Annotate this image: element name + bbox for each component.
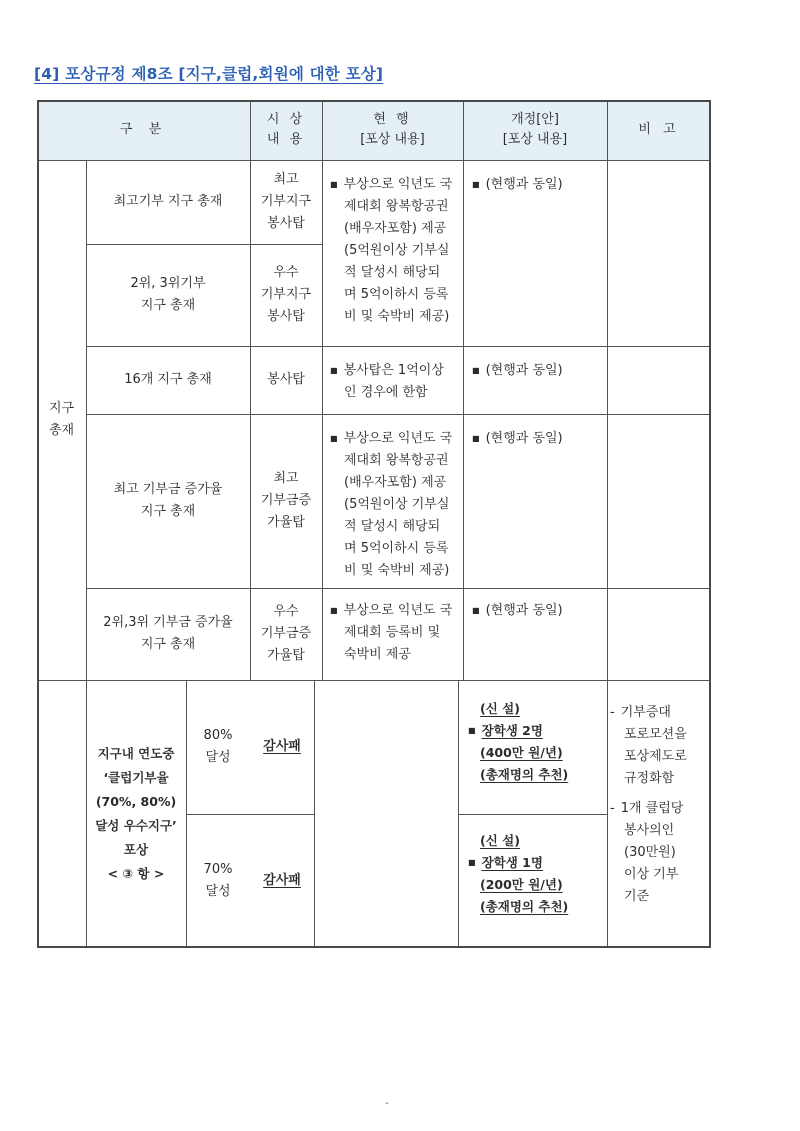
merged-current-line2: 제대회 왕복항공권 xyxy=(344,199,449,214)
row4-current-line7: 비 및 숙박비 제공) xyxy=(344,563,450,578)
tier80-revised-line3: (400만 원/년) xyxy=(480,745,563,760)
tier80-rate-line1: 80% xyxy=(203,728,233,743)
row2-category-line1: 2위, 3위기부 xyxy=(130,276,206,291)
row3-revised-text: (현행과 동일) xyxy=(485,363,563,378)
club-label-line1: 지구내 연도중 xyxy=(97,746,175,761)
row3-current-line2: 인 경우에 한함 xyxy=(344,385,428,400)
tier80-revised-line4: (총재명의 추천) xyxy=(480,767,569,782)
header-award-line1: 시 상 xyxy=(266,112,306,127)
bullet-square-icon: ■ xyxy=(472,434,480,443)
bullet-square-icon: ■ xyxy=(330,606,338,615)
row3-award: 봉사탑 xyxy=(267,372,305,387)
bullet-square-icon: ■ xyxy=(472,180,480,189)
remark2-line2: 봉사의인 xyxy=(624,823,675,838)
dash-icon: - xyxy=(610,705,615,720)
row1-award-line3: 봉사탑 xyxy=(267,216,305,231)
merged-revised-text: (현행과 동일) xyxy=(485,177,563,192)
merged-current-line1: 부상으로 익년도 국 xyxy=(343,177,453,192)
club-label-line6: < ③ 항 > xyxy=(107,866,165,881)
bullet-square-icon: ■ xyxy=(472,606,480,615)
bullet-square-icon: ■ xyxy=(330,180,338,189)
tier70-rate-line2: 달성 xyxy=(205,884,231,899)
header-current-line1: 현 행 xyxy=(373,112,412,127)
header-award-line2: 내 용 xyxy=(266,132,306,147)
merged-current-line4: (5억원이상 기부실 xyxy=(344,243,450,258)
bullet-square-icon: ■ xyxy=(330,366,338,375)
page-number: - xyxy=(385,1098,389,1109)
remark1-line3: 포상제도로 xyxy=(624,749,687,764)
row1-award-line2: 기부지구 xyxy=(260,194,312,209)
header-current-line2: [포상 내용] xyxy=(360,132,425,147)
club-label-line5: 포상 xyxy=(123,842,149,857)
remark1-line4: 규정화함 xyxy=(624,771,675,786)
club-label-line2: ‘클럽기부율 xyxy=(103,770,169,785)
tier70-revised-line3: (200만 원/년) xyxy=(480,877,563,892)
remark2-line3: (30만원) xyxy=(624,845,676,860)
merged-current-line3: (배우자포함) 제공 xyxy=(344,221,447,236)
merged-current-line5: 적 달성시 해당되 xyxy=(344,265,441,280)
row3-current-line1: 봉사탑은 1억이상 xyxy=(343,363,444,378)
row2-award-line2: 기부지구 xyxy=(260,287,312,302)
tier70-revised-line2: 장학생 1명 xyxy=(481,855,543,870)
bullet-square-icon: ■ xyxy=(468,858,476,867)
remark1-line1: 기부증대 xyxy=(620,705,671,720)
row4-award-line2: 기부금증 xyxy=(260,493,312,508)
remark1-line2: 포로모션을 xyxy=(624,727,687,742)
row2-award-line3: 봉사탑 xyxy=(267,309,305,324)
row4-current-line6: 며 5억이하시 등록 xyxy=(344,541,449,556)
tier80-rate-line2: 달성 xyxy=(205,750,231,765)
group-label-line1: 지구 xyxy=(48,401,75,416)
row4-award-line3: 가율탑 xyxy=(267,515,305,530)
table-border xyxy=(37,100,711,948)
tier80-revised-line1: (신 설) xyxy=(480,701,520,716)
group-label-line2: 총재 xyxy=(48,423,75,438)
row5-current-line2: 제대회 등록비 및 xyxy=(344,625,441,640)
row4-revised-text: (현행과 동일) xyxy=(485,431,563,446)
header-category: 구 분 xyxy=(119,122,168,137)
row2-category-line2: 지구 총재 xyxy=(140,298,196,313)
row4-current-line5: 적 달성시 해당되 xyxy=(344,519,441,534)
row5-current-line3: 숙박비 제공 xyxy=(344,647,411,662)
row2-award-line1: 우수 xyxy=(273,265,299,280)
header-revised-line2: [포상 내용] xyxy=(502,132,568,147)
tier80-award: 감사패 xyxy=(263,739,301,754)
header-remarks: 비 고 xyxy=(638,122,680,137)
bullet-square-icon: ■ xyxy=(468,726,476,735)
row4-current-line3: (배우자포함) 제공 xyxy=(344,475,447,490)
tier70-rate-line1: 70% xyxy=(203,862,233,877)
row5-revised-text: (현행과 동일) xyxy=(485,603,563,618)
row5-award-line2: 기부금증 xyxy=(260,626,312,641)
tier70-award: 감사패 xyxy=(263,873,301,888)
row4-current-line1: 부상으로 익년도 국 xyxy=(343,431,453,446)
remark2-line1: 1개 클럽당 xyxy=(620,801,684,816)
row5-award-line1: 우수 xyxy=(273,604,299,619)
remark2-line4: 이상 기부 xyxy=(624,867,679,882)
tier80-revised-line2: 장학생 2명 xyxy=(481,723,543,738)
row5-category-line2: 지구 총재 xyxy=(140,637,196,652)
bullet-square-icon: ■ xyxy=(472,366,480,375)
row4-current-line4: (5억원이상 기부실 xyxy=(344,497,450,512)
header-revised-line1: 개정[안] xyxy=(511,112,559,127)
row4-category-line2: 지구 총재 xyxy=(140,504,196,519)
row5-current-line1: 부상으로 익년도 국 xyxy=(343,603,453,618)
club-label-line3: (70%, 80%) xyxy=(95,794,177,809)
row3-category: 16개 지구 총재 xyxy=(124,372,212,387)
merged-current-line6: 며 5억이하시 등록 xyxy=(344,287,449,302)
row5-category-line1: 2위,3위 기부금 증가율 xyxy=(103,615,233,630)
row5-award-line3: 가율탑 xyxy=(267,648,305,663)
club-label-line4: 달성 우수지구’ xyxy=(95,818,177,833)
merged-current-line7: 비 및 숙박비 제공) xyxy=(344,309,450,324)
row1-category: 최고기부 지구 총재 xyxy=(113,194,223,209)
section-heading: [4] 포상규정 제8조 [지구,클럽,회원에 대한 포상] xyxy=(34,65,384,83)
row1-award-line1: 최고 xyxy=(273,172,299,187)
row4-category-line1: 최고 기부금 증가율 xyxy=(113,482,223,497)
remark2-line5: 기준 xyxy=(624,889,650,904)
row4-current-line2: 제대회 왕복항공권 xyxy=(344,453,449,468)
tier70-revised-line4: (총재명의 추천) xyxy=(480,899,569,914)
dash-icon: - xyxy=(610,801,615,816)
tier70-revised-line1: (신 설) xyxy=(480,833,520,848)
bullet-square-icon: ■ xyxy=(330,434,338,443)
row4-award-line1: 최고 xyxy=(273,471,299,486)
